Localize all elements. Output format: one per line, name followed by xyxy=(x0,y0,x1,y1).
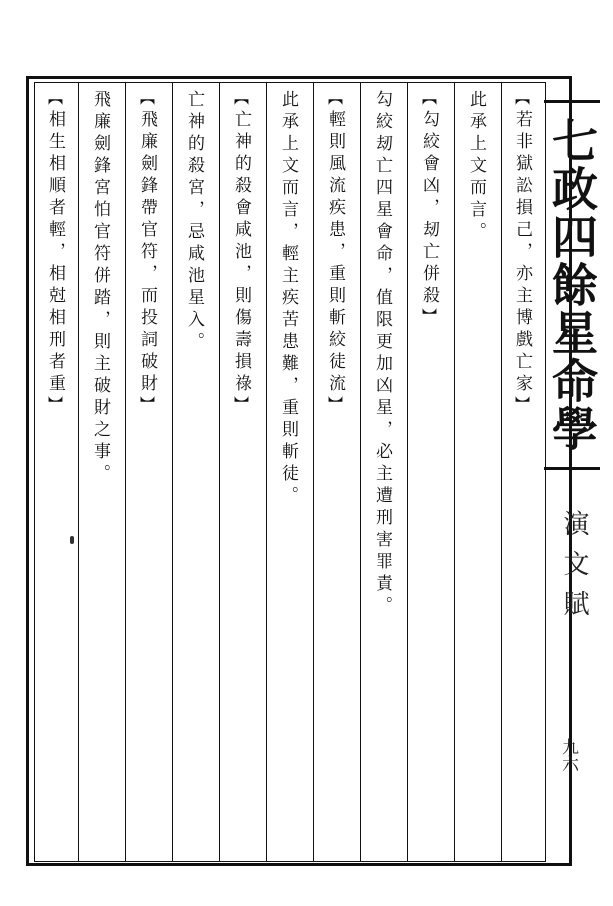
column-divider xyxy=(360,82,361,862)
column-divider xyxy=(172,82,173,862)
column-divider xyxy=(266,82,267,862)
column-divider xyxy=(407,82,408,862)
column-divider xyxy=(501,82,502,862)
text-column-2: 此承上文而言。 xyxy=(466,90,486,244)
text-column-7: 【亡神的殺會咸池，則傷壽損祿】 xyxy=(231,90,251,416)
text-column-5: 【輕則風流疾患，重則斬絞徒流】 xyxy=(325,90,345,416)
text-column-6: 此承上文而言，輕主疾苦患難，重則斬徒。 xyxy=(278,90,298,508)
text-column-10: 飛廉劍鋒宮怕官符併踏，則主破財之事。 xyxy=(90,90,110,486)
section-title: 演文賦 xyxy=(559,510,589,630)
text-column-11: 【相生相順者輕，相尅相刑者重】 xyxy=(45,90,65,416)
column-divider xyxy=(78,82,79,862)
text-column-9: 【飛廉劍鋒帶官符，而投詞破財】 xyxy=(137,90,157,416)
book-title: 七政四餘星命學 xyxy=(544,100,600,470)
text-column-1: 【若非獄訟損己，亦主博戲亡家】 xyxy=(512,90,532,416)
column-divider xyxy=(313,82,314,862)
column-divider xyxy=(454,82,455,862)
column-divider xyxy=(219,82,220,862)
text-column-4: 勾絞刼亡四星會命，值限更加凶星，必主遭刑害罪責。 xyxy=(372,90,392,618)
text-column-3: 【勾絞會凶，刼亡併殺】 xyxy=(419,90,439,328)
text-column-8: 亡神的殺宮，忌咸池星入。 xyxy=(184,90,204,354)
column-divider xyxy=(125,82,126,862)
ink-speck xyxy=(70,536,74,544)
page-number: 九六 xyxy=(558,738,578,772)
